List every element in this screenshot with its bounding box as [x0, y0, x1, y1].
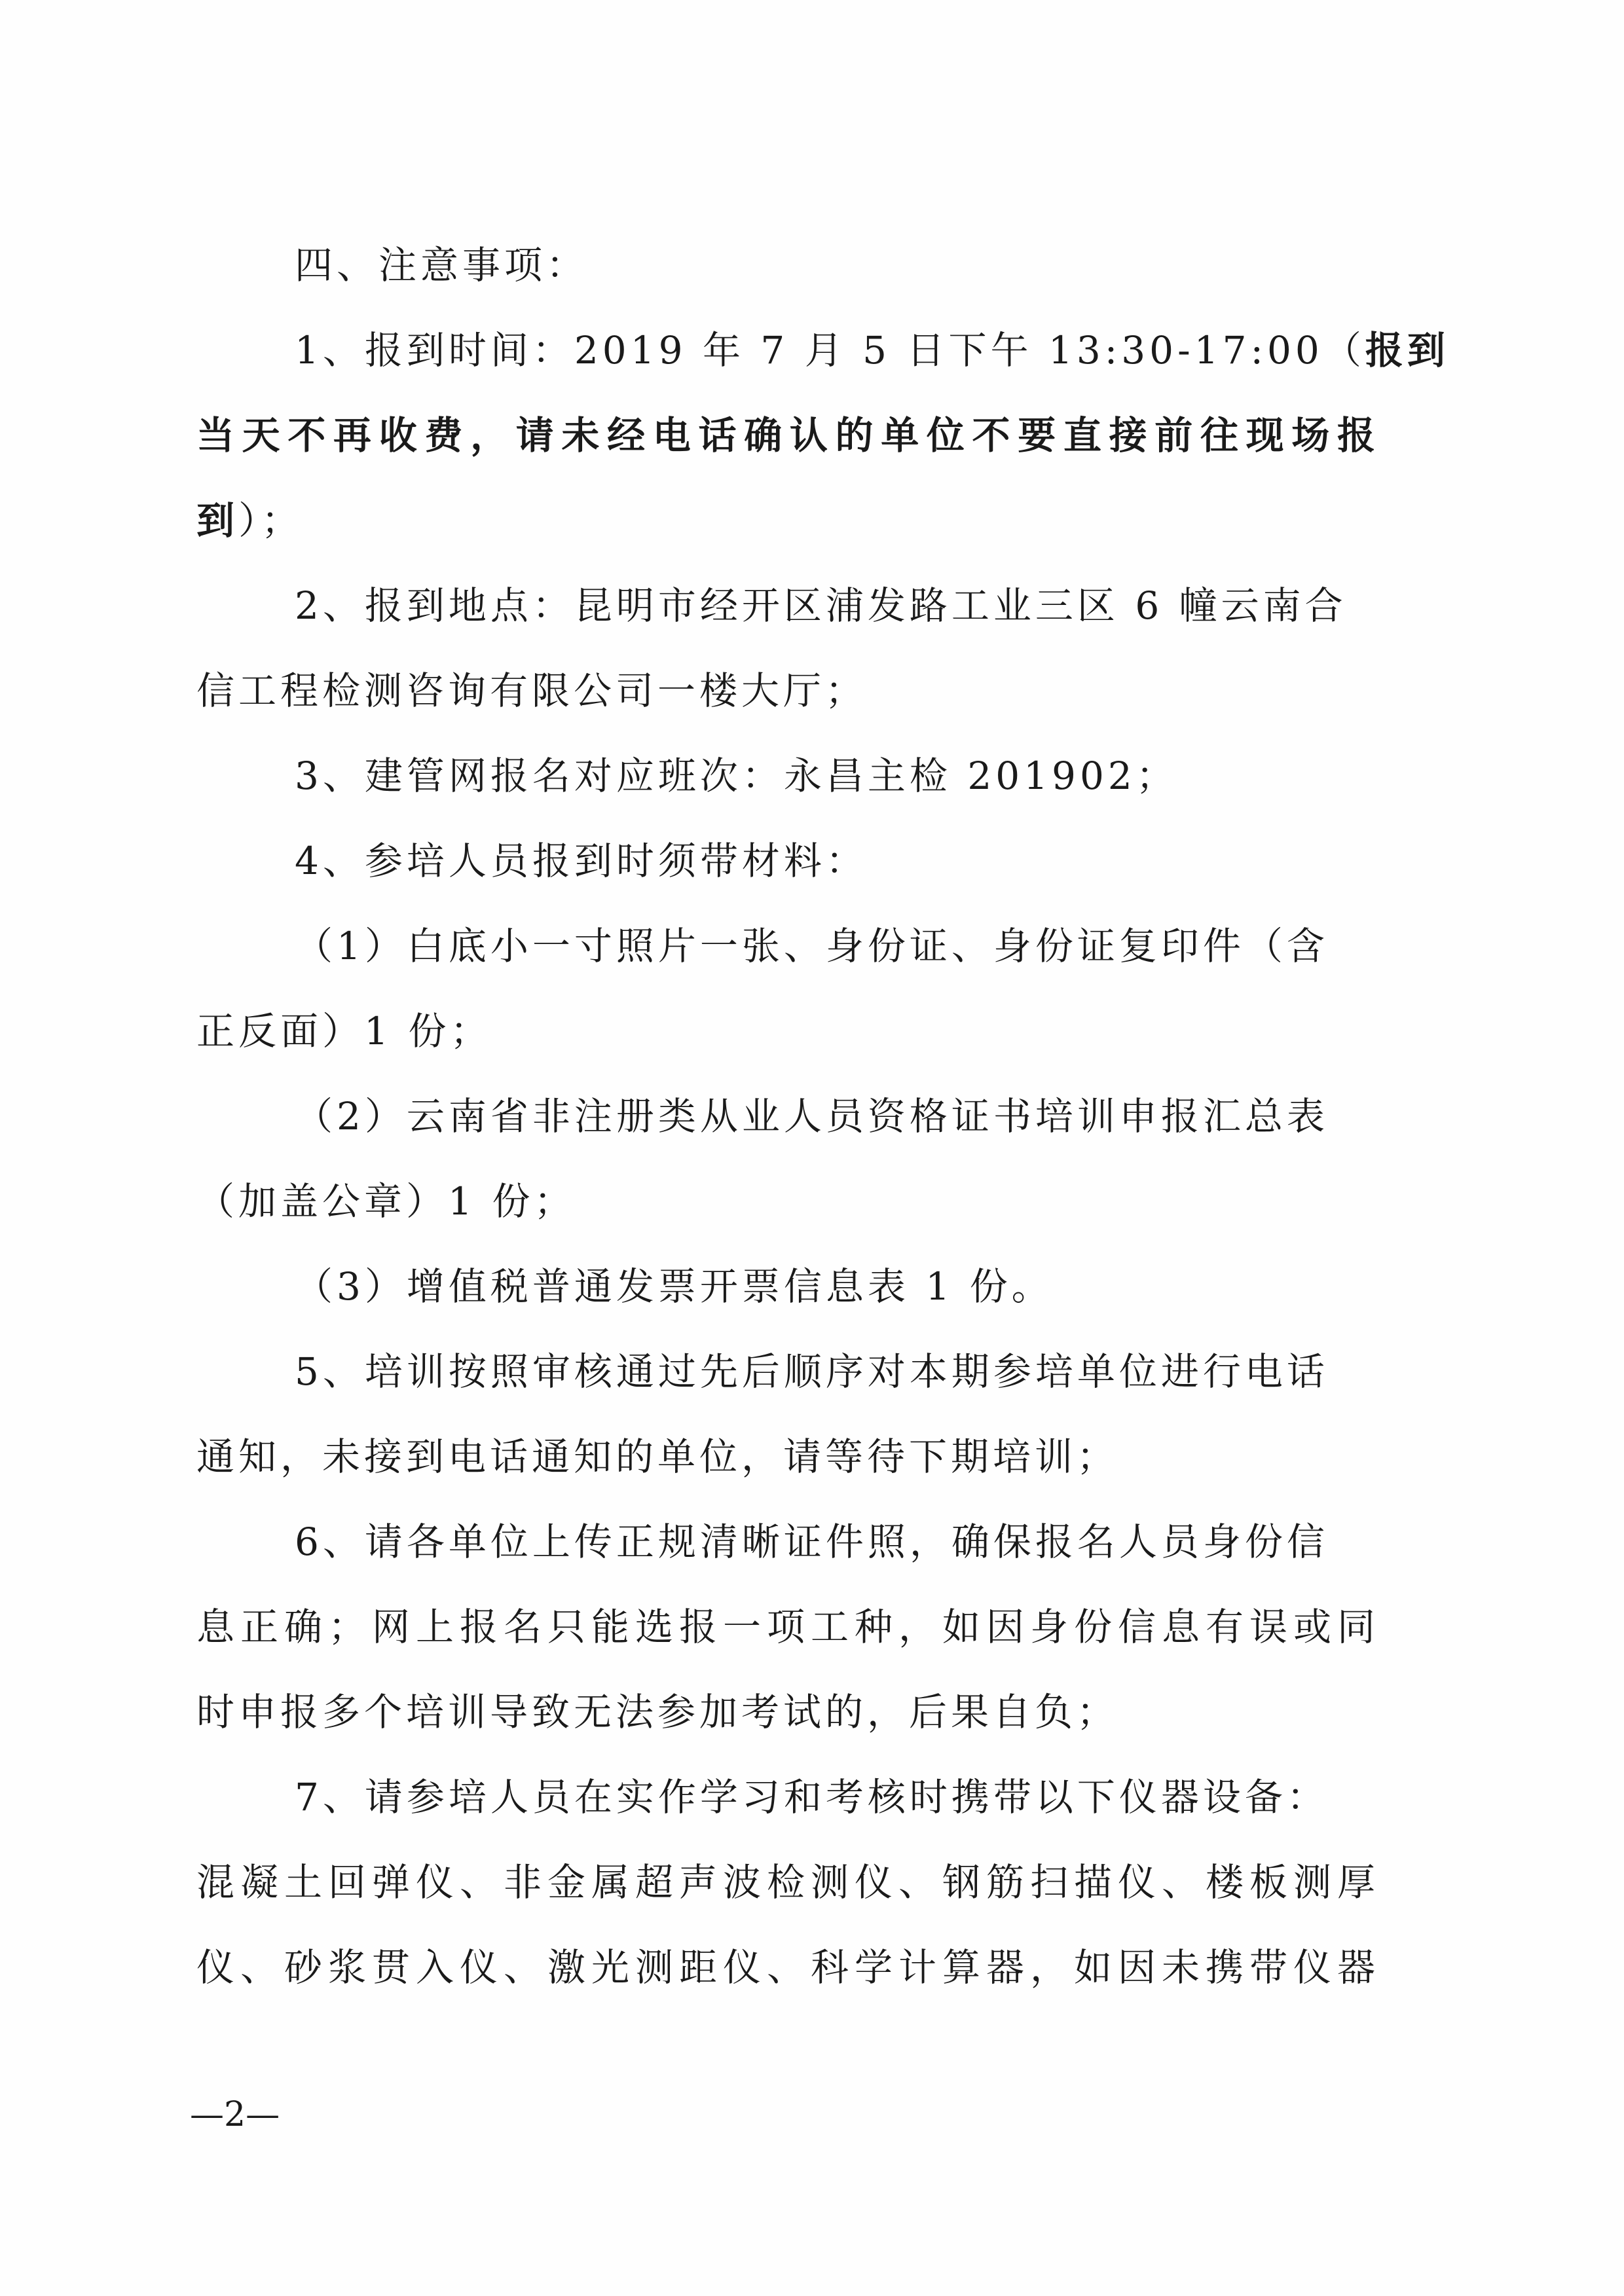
item-6-line-3: 时申报多个培训导致无法参加考试的，后果自负； [196, 1690, 1119, 1734]
section-heading: 四、注意事项： [295, 243, 589, 287]
item-4-sub-3-line-1: （3）增值税普通发票开票信息表 1 份。 [295, 1264, 1054, 1309]
item-7-line-3: 仪、砂浆贯入仪、激光测距仪、科学计算器，如因未携带仪器 [196, 1945, 1375, 1990]
item-1-line-3: 到）； [196, 498, 304, 543]
item-4-sub-2-line-1: （2）云南省非注册类从业人员资格证书培训申报汇总表 [295, 1094, 1329, 1139]
item-4-line-1: 4、参培人员报到时须带材料： [295, 839, 868, 883]
item-1-line-2: 当天不再收费，请未经电话确认的单位不要直接前往现场报 [196, 413, 1375, 458]
item-6-line-2: 息正确；网上报名只能选报一项工种，如因身份信息有误或同 [196, 1605, 1375, 1649]
item-7-line-2: 混凝土回弹仪、非金属超声波检测仪、钢筋扫描仪、楼板测厚 [196, 1860, 1375, 1904]
item-2-line-2: 信工程检测咨询有限公司一楼大厅； [196, 668, 868, 713]
item-5-line-2: 通知，未接到电话通知的单位，请等待下期培训； [196, 1434, 1119, 1479]
item-7-line-1: 7、请参培人员在实作学习和考核时携带以下仪器设备： [295, 1775, 1329, 1819]
item-4-sub-2-line-2: （加盖公章）1 份； [196, 1179, 576, 1224]
page-number: —2— [190, 2095, 280, 2134]
item-4-sub-1-line-1: （1）白底小一寸照片一张、身份证、身份证复印件（含 [295, 924, 1329, 968]
item-2-line-1: 2、报到地点：昆明市经开区浦发路工业三区 6 幢云南合 [295, 583, 1347, 628]
item-4-sub-1-line-2: 正反面）1 份； [196, 1009, 492, 1053]
item-1-line-1: 1、报到时间：2019 年 7 月 5 日下午 13:30-17:00（报到 [295, 328, 1449, 373]
item-6-line-1: 6、请各单位上传正规清晰证件照，确保报名人员身份信 [295, 1520, 1329, 1564]
item-5-line-1: 5、培训按照审核通过先后顺序对本期参培单位进行电话 [295, 1349, 1329, 1394]
item-3-line-1: 3、建管网报名对应班次：永昌主检 201902； [295, 754, 1178, 798]
